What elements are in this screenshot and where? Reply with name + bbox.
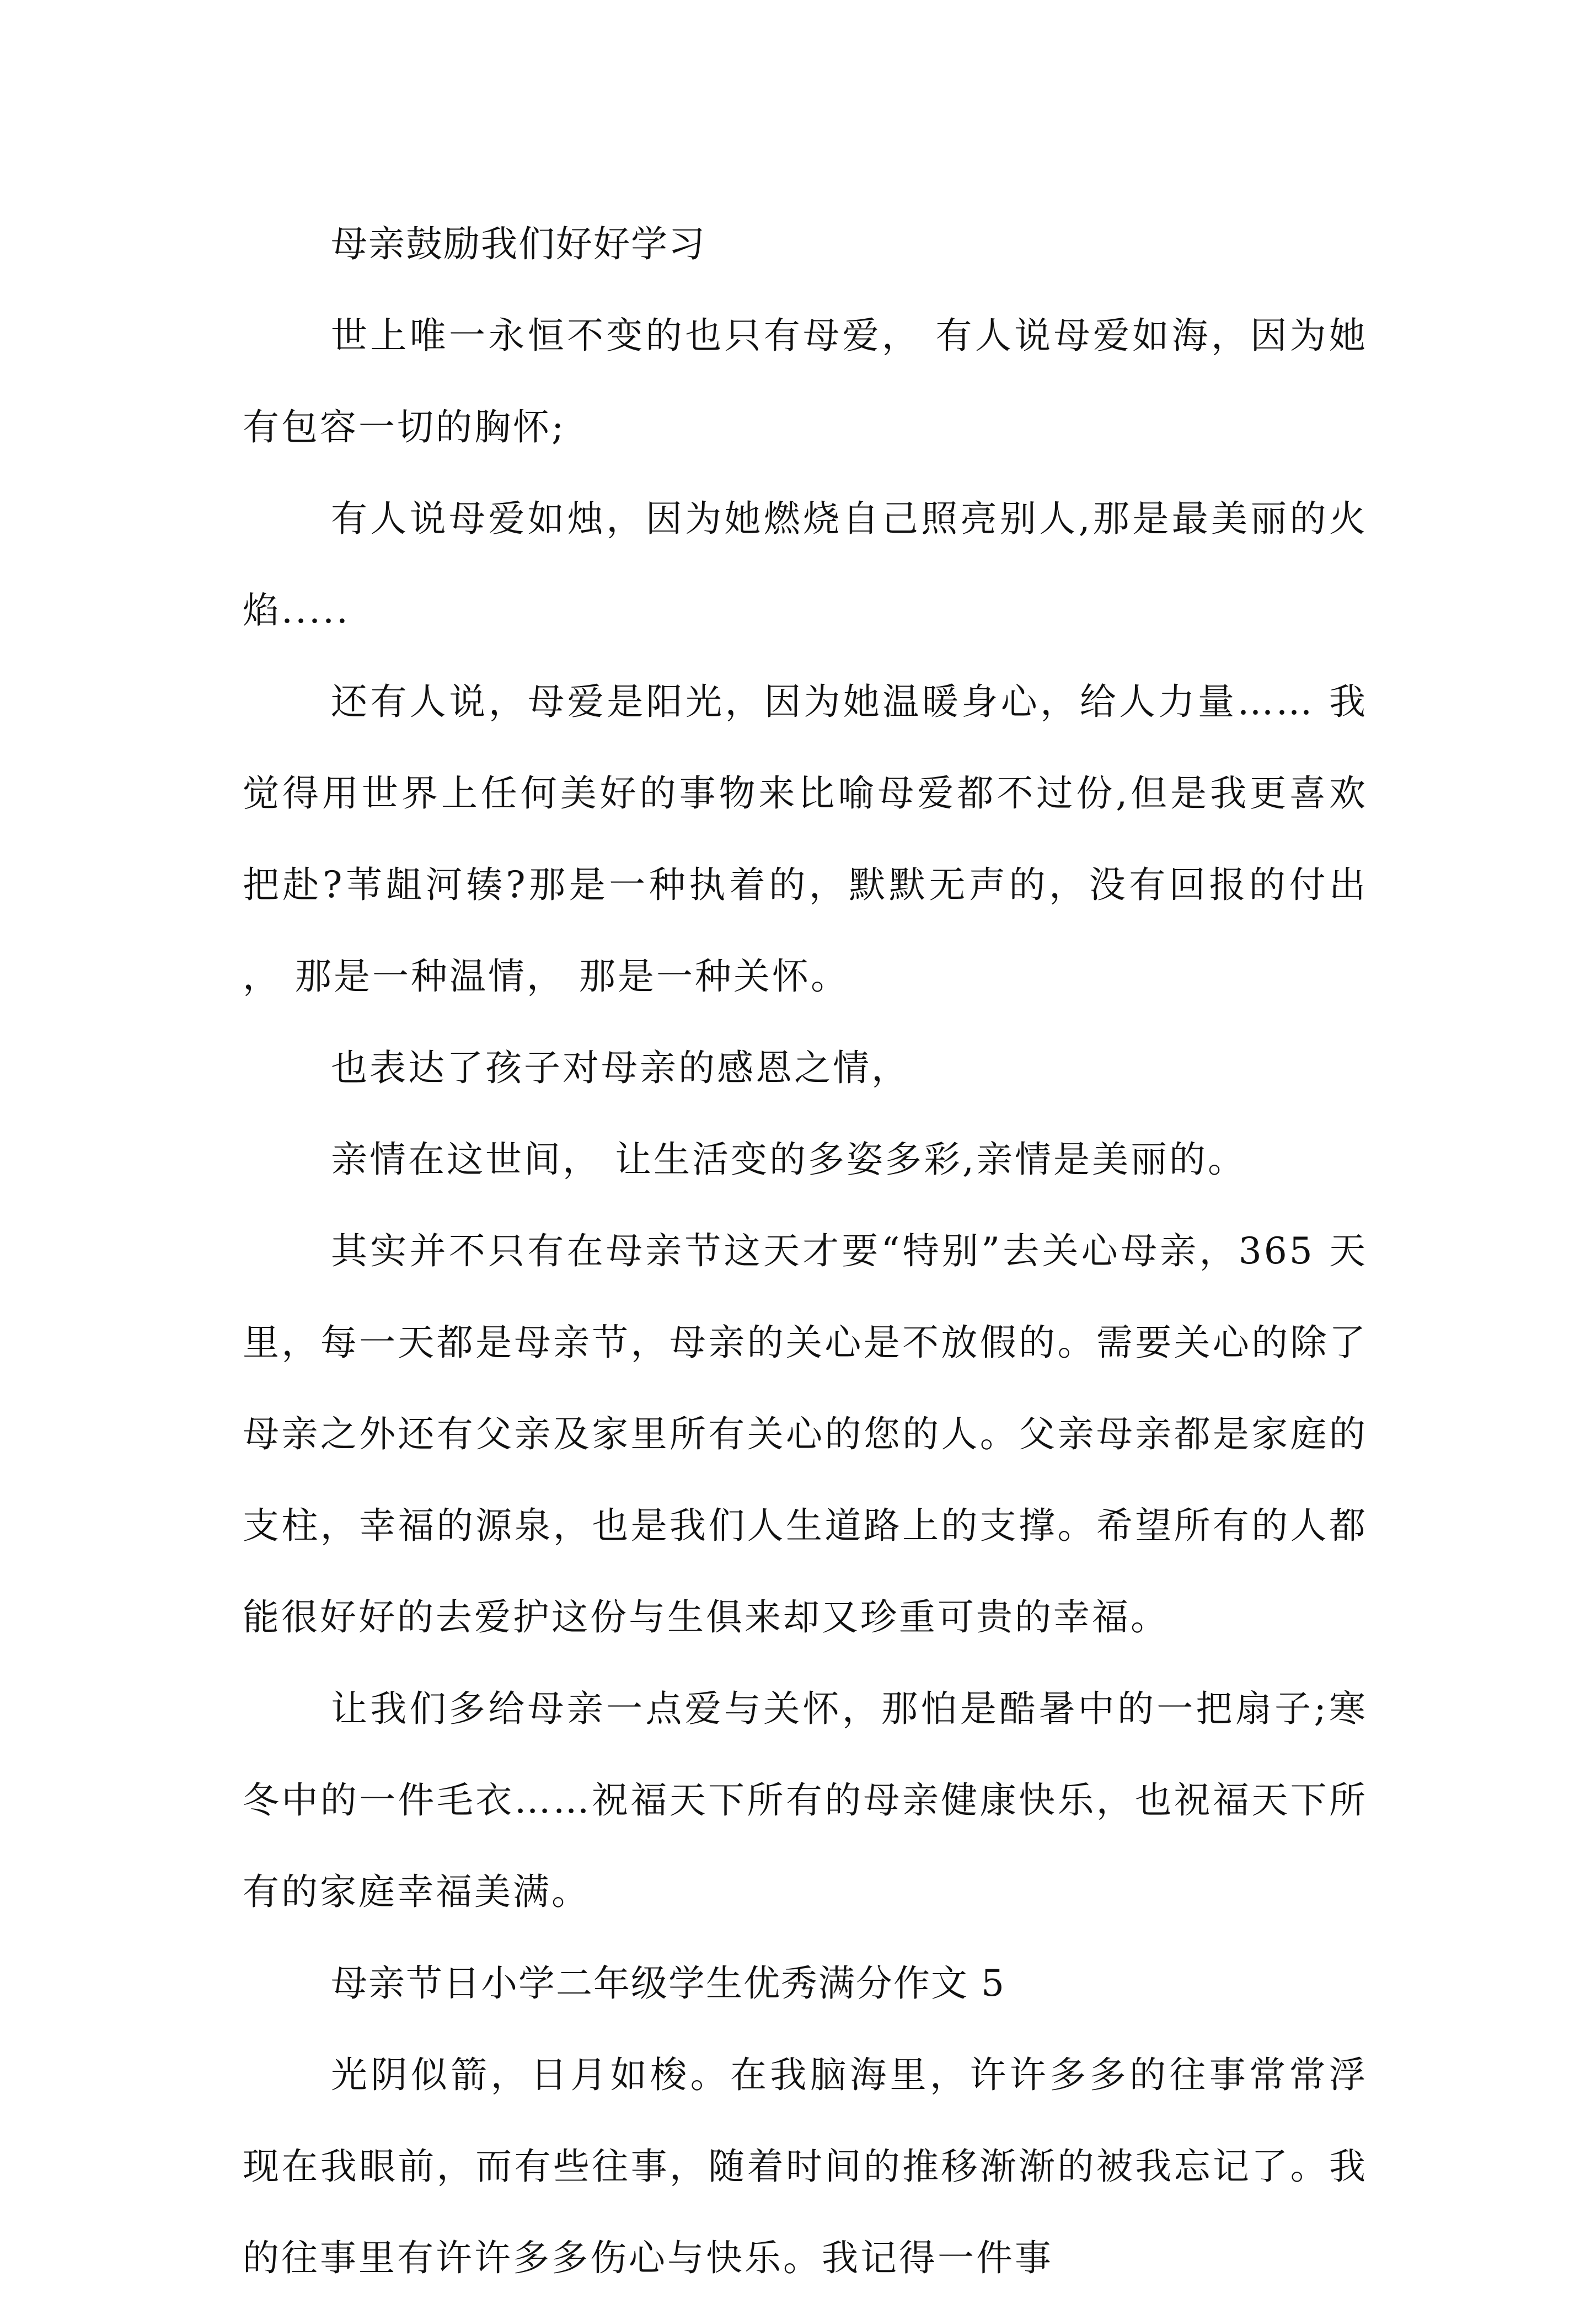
paragraph: 其实并不只有在母亲节这天才要“特别”去关心母亲，365 天里，每一天都是母亲节，母亲的关心是不放假的。需要关心的除了母亲之外还有父亲及家里所有关心的您的人。父亲母亲都是家庭的支柱，幸福的源泉，也是我们人生道路上的支撑。希望所有的人都能很好好的去爱护这份与生俱来却又珍重可贵的幸福。	[243, 1230, 1368, 1638]
paragraph: 世上唯一永恒不变的也只有母爱， 有人说母爱如海，因为她有包容一切的胸怀;	[243, 314, 1368, 448]
paragraph: 光阴似箭，日月如梭。在我脑海里，许许多多的往事常常浮现在我眼前，而有些往事，随着时间的推移渐渐的被我忘记了。我的往事里有许许多多伤心与快乐。我记得一件事	[243, 2054, 1368, 2279]
paragraph-heading: 母亲鼓励我们好好学习	[331, 223, 706, 265]
paragraph: 让我们多给母亲一点爱与关怀，那怕是酷暑中的一把扇子;寒冬中的一件毛衣……祝福天下所有的母亲健康快乐，也祝福天下所有的家庭幸福美满。	[243, 1687, 1368, 1913]
paragraph: 还有人说，母爱是阳光，因为她温暖身心，给人力量…… 我觉得用世界上任何美好的事物来比喻母爱都不过份,但是我更喜欢把赴?苇龃河辏?那是一种执着的，默默无声的，没有回报的付出 ， 那是一种温情， 那是一种关怀。	[243, 681, 1368, 998]
paragraph: 也表达了孩子对母亲的感恩之情，	[331, 1047, 910, 1089]
document-body	[243, 199, 1368, 2304]
paragraph: 有人说母爱如烛，因为她燃烧自己照亮别人,那是最美丽的火焰.....	[243, 497, 1368, 631]
section-title: 母亲节日小学二年级学生优秀满分作文 5	[331, 1962, 1005, 2005]
paragraph: 亲情在这世间， 让生活变的多姿多彩,亲情是美丽的。	[331, 1138, 1246, 1181]
